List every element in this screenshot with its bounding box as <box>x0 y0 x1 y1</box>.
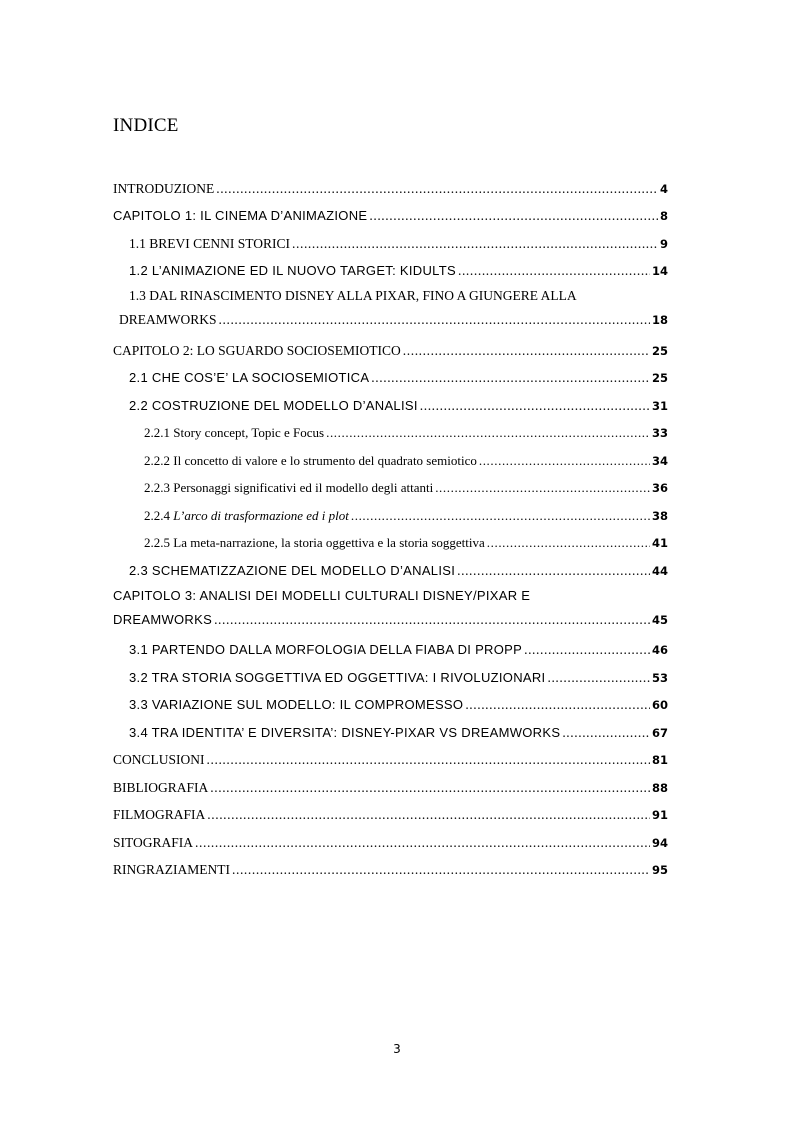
toc-entry-label: 3.4 TRA IDENTITA’ E DIVERSITA’: DISNEY-PIXAR VS DREAMWORKS <box>129 724 561 740</box>
toc-entry-label: 1.1 BREVI CENNI STORICI <box>129 235 291 251</box>
toc-entry-introduzione[interactable] <box>113 170 668 198</box>
toc-page-number: 9 <box>659 236 668 251</box>
toc-page-number: 41 <box>651 536 668 550</box>
dot-leader <box>465 696 650 714</box>
toc-entry-capitolo-1[interactable] <box>113 198 668 226</box>
toc-page-number: 45 <box>651 612 668 627</box>
toc-entry-conclusioni[interactable] <box>113 742 668 770</box>
dot-leader <box>216 180 658 198</box>
toc-entry-label: 2.3 SCHEMATIZZAZIONE DEL MODELLO D’ANALISI <box>129 562 456 578</box>
dot-leader <box>207 806 650 824</box>
toc-entry-3-3[interactable] <box>113 687 668 715</box>
page-number: 3 <box>393 1042 401 1056</box>
toc-page-number: 81 <box>651 753 668 767</box>
toc-entry-capitolo-3[interactable] <box>113 580 668 632</box>
toc-page-number: 94 <box>651 835 668 850</box>
dot-leader <box>371 369 650 387</box>
toc-page-number: 38 <box>651 508 668 523</box>
dot-leader <box>547 669 650 687</box>
toc-entry-1-1[interactable] <box>113 225 668 253</box>
toc-page-number: 34 <box>651 453 668 468</box>
table-of-contents <box>113 170 668 879</box>
toc-entry-label: CONCLUSIONI <box>113 752 205 767</box>
dot-leader <box>479 452 650 470</box>
toc-entry-2-1[interactable] <box>113 360 668 388</box>
toc-page-number: 8 <box>659 209 668 223</box>
toc-entry-3-1[interactable] <box>113 632 668 660</box>
toc-entry-label: 2.2.3 Personaggi significativi ed il modello degli attanti <box>144 480 434 495</box>
toc-entry-label: CAPITOLO 3: ANALISI DEI MODELLI CULTURALI DISNEY/PIXAR E <box>113 587 531 603</box>
dot-leader <box>435 479 650 497</box>
toc-page-number: 95 <box>651 863 668 877</box>
dot-leader <box>524 641 650 659</box>
toc-entry-2-2-5[interactable] <box>113 525 668 553</box>
toc-entry-label: 2.2 COSTRUZIONE DEL MODELLO D’ANALISI <box>129 397 418 413</box>
toc-page-number: 36 <box>651 481 668 495</box>
toc-entry-2-2[interactable] <box>113 387 668 415</box>
dot-leader <box>457 562 650 580</box>
dot-leader <box>210 779 650 797</box>
toc-entry-2-2-3[interactable] <box>113 470 668 498</box>
dot-leader <box>326 424 650 442</box>
dot-leader <box>403 342 650 360</box>
dot-leader <box>351 507 650 525</box>
toc-page-number: 33 <box>651 426 668 440</box>
dot-leader <box>458 262 650 280</box>
toc-entry-label: CAPITOLO 2: LO SGUARDO SOCIOSEMIOTICO <box>113 342 401 358</box>
toc-page-number: 25 <box>651 371 668 385</box>
toc-page-number: 67 <box>651 725 668 740</box>
toc-entry-capitolo-2[interactable] <box>113 332 668 360</box>
toc-entry-label: 3.1 PARTENDO DALLA MORFOLOGIA DELLA FIABA DI PROPP <box>129 642 523 657</box>
dot-leader <box>292 235 658 253</box>
toc-entry-label: L’arco di trasformazione ed i plot <box>173 507 349 523</box>
toc-page-number: 60 <box>651 698 668 712</box>
toc-entry-label-group <box>144 507 349 525</box>
toc-entry-1-2[interactable] <box>113 253 668 281</box>
toc-entry-label: FILMOGRAFIA <box>113 807 206 822</box>
toc-entry-label: 2.2.2 Il concetto di valore e lo strumento del quadrato semiotico <box>144 452 477 468</box>
toc-entry-label: CAPITOLO 1: IL CINEMA D’ANIMAZIONE <box>113 208 368 223</box>
toc-entry-label-continued: DREAMWORKS <box>119 312 217 327</box>
toc-entry-bibliografia[interactable] <box>113 769 668 797</box>
dot-leader <box>219 308 650 332</box>
toc-entry-1-3[interactable] <box>113 280 668 332</box>
toc-page-number: 88 <box>651 780 668 795</box>
dot-leader <box>420 397 650 415</box>
toc-entry-sitografia[interactable] <box>113 824 668 852</box>
toc-entry-label: INTRODUZIONE <box>113 180 215 196</box>
toc-entry-2-2-1[interactable] <box>113 415 668 443</box>
dot-leader <box>369 207 658 225</box>
toc-page-number: 44 <box>651 563 668 578</box>
toc-page-number: 4 <box>659 181 668 196</box>
toc-entry-label: 3.3 VARIAZIONE SUL MODELLO: IL COMPROMESSO <box>129 697 464 712</box>
toc-entry-2-3[interactable] <box>113 552 668 580</box>
toc-entry-ringraziamenti[interactable] <box>113 852 668 880</box>
toc-entry-label: 2.2.5 La meta-narrazione, la storia oggettiva e la storia soggettiva <box>144 535 485 550</box>
toc-entry-filmografia[interactable] <box>113 797 668 825</box>
toc-entry-label: BIBLIOGRAFIA <box>113 779 209 795</box>
toc-page-number: 46 <box>651 643 668 657</box>
toc-entry-label: RINGRAZIAMENTI <box>113 862 230 877</box>
toc-entry-3-4[interactable] <box>113 714 668 742</box>
toc-entry-label: 1.3 DAL RINASCIMENTO DISNEY ALLA PIXAR, FINO A GIUNGERE ALLA <box>129 288 577 303</box>
dot-leader <box>232 861 650 879</box>
dot-leader <box>214 608 650 632</box>
toc-entry-2-2-4[interactable] <box>113 497 668 525</box>
toc-entry-label-continued: DREAMWORKS <box>113 611 213 627</box>
toc-page-number: 91 <box>651 808 668 822</box>
dot-leader <box>195 834 650 852</box>
page-title: INDICE <box>113 115 179 136</box>
toc-entry-number: 2.2.4 <box>144 507 170 523</box>
toc-page-number: 31 <box>651 398 668 413</box>
toc-entry-3-2[interactable] <box>113 659 668 687</box>
dot-leader <box>562 724 650 742</box>
toc-entry-2-2-2[interactable] <box>113 442 668 470</box>
dot-leader <box>207 751 650 769</box>
toc-page-number: 18 <box>651 313 668 327</box>
toc-entry-label: 3.2 TRA STORIA SOGGETTIVA ED OGGETTIVA: I RIVOLUZIONARI <box>129 669 546 685</box>
toc-entry-label: 2.1 CHE COS’E’ LA SOCIOSEMIOTICA <box>129 370 370 385</box>
toc-page-number: 25 <box>651 343 668 358</box>
toc-entry-label: 1.2 L’ANIMAZIONE ED IL NUOVO TARGET: KIDULTS <box>129 263 456 278</box>
dot-leader <box>487 534 650 552</box>
toc-page-number: 14 <box>651 264 668 278</box>
toc-page-number: 53 <box>651 670 668 685</box>
toc-entry-label: 2.2.1 Story concept, Topic e Focus <box>144 425 325 440</box>
toc-entry-label: SITOGRAFIA <box>113 834 194 850</box>
